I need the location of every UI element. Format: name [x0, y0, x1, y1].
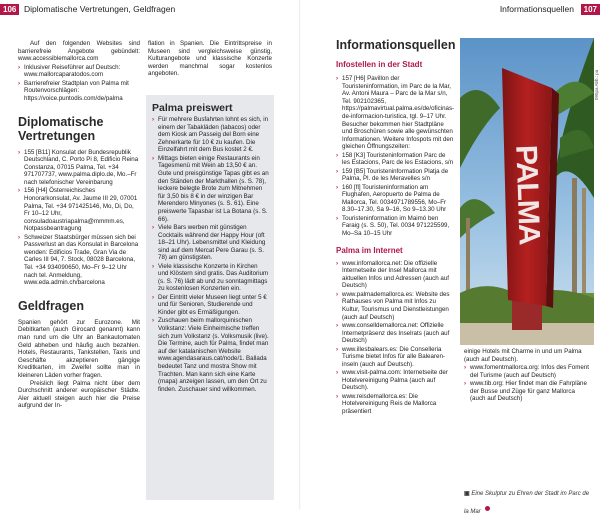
list-item: › www.fomentmallorca.org: Infos des Foment del Turisme (auch auf Deutsch) — [464, 364, 592, 379]
photo-palma-sculpture — [460, 38, 594, 345]
list-item: › Barrierefreier Stadtplan von Palma mit Routenvorschlägen: https://voice.puntodis.com/de/palma — [18, 80, 140, 103]
page-title-info: Informationsquellen — [336, 38, 456, 52]
box-title: Palma preiswert — [152, 102, 233, 114]
accessibility-list — [18, 64, 140, 103]
subheading-infostellen: Infostellen in der Stadt — [336, 60, 423, 69]
section-title-money: Geldfragen — [18, 298, 84, 313]
right-column-1 — [336, 38, 454, 416]
list-item: › www.conselldemallorca.net: Offizielle Internetpräsenz des Inselrats (auch auf Deutsch) — [336, 322, 454, 345]
subheading-internet: Palma im Internet — [336, 245, 403, 255]
list-item: › Der Eintritt vieler Museen liegt unter 5 € und für Senioren, Studierende und Kinder gibt es Ermäßigungen. — [152, 294, 269, 317]
internet-list — [336, 260, 454, 416]
list-item: › Viele klassische Konzerte in Kirchen und Klöstern sind gratis. Das Auditorium (s. S. 76) lädt ab und zu sonntagmittags zu kostenlosen Konzerten ein. — [152, 263, 269, 293]
accessibility-intro: Auf den folgenden Websites sind barrierefreie Angebote gebündelt: www.accessiblemallorca.com — [18, 40, 140, 63]
list-item: › Zuschauen beim mallorquinischen Volkstanz: Viele Einheimische treffen sich zum Volkstanz (s. Volksmusik (live). Die Termine, auch für Palma, findet man auf der katalanischen Website www.agendasaraus.cat/node/1. Ballada bedeutet Tanz und mostra Show mit Trachten. Man kann sich eine Karte (mapa) anzeigen lassen, um den Ort zu finden. Zuschauer sind willkommen. — [152, 317, 269, 393]
list-item: › Viele Bars werben mit günstigen Cocktails während der Happy Hour (oft 18–21 Uhr). Lebensmittel und Kleidung sind auf dem Mercat Pere Garau (s. S. 78) am günstigsten. — [152, 224, 269, 262]
list-item: › 157 [H6] Pavillon der Touristeninformation, im Parc de la Mar, Av. Antoni Maura – Parc de la Mar s/n, Tel. 902102365, https://palmavirtual.palma.es/de/oficinas-de-informacion-turistica, tgl. 9–17 Uhr. Besucher bekommen hier Stadtpläne und Broschüren sowie alle gewünschten Informationen. Weitere Infospots mit den gleichen Öffnungszeiten: — [336, 75, 454, 151]
left-column-2 — [148, 40, 272, 78]
infostellen-list — [336, 75, 454, 238]
list-item: › Touristeninformation im Maimó ben Faraig (s. S. 50), Tel. 0034 971225599, Mo–Sa 10–15 Uhr — [336, 215, 454, 238]
list-item: › 155 [B11] Konsulat der Bundesrepublik Deutschland, C. Porto Pi 8, Edificio Reina Constanza, 07015 Palma, Tel. +34 971707737, www.palma.diplo.de, Mo.–Fr nach telefonischer Vereinbarung — [18, 149, 140, 187]
running-head-right: Informationsquellen — [499, 4, 574, 14]
list-item: › Inklusiver Reiseführer auf Deutsch: www.mallorcaparatodos.com — [18, 64, 140, 79]
hotels-continued: einige Hotels mit Charme in und um Palma (auch auf Deutsch). — [464, 348, 582, 363]
list-item: › Mittags bieten einige Restaurants ein Tagesmenü mit Wein ab 13,50 € an. Gute und preisgünstige Tapas gibt es an den Ständen der Markthallen (s. S. 78), leckere belegte Brote zum Mitnehmen für 3,50 bis 8 € in der winzigen Bar Merendero Minyones (s. S. 61). Eine preiswerte Tapasbar ist La Botana (s. S. 66). — [152, 155, 269, 223]
photo-caption: Eine Skulptur zu Ehren der Stadt im Parc de la Mar — [464, 491, 590, 515]
list-item: › Für mehrere Busfahrten lohnt es sich, in einem der Tabakläden (tabacos) oder dem Kiosk am Passeig del Born eine Zehnerkarte für 10 € zu kaufen. Die Einzelfahrt mit dem Bus kostet 2 €. — [152, 116, 269, 154]
list-item: › www.visit-palma.com: Internetseite der Hotelvereinigung Palma (auch auf Deutsch). — [336, 369, 454, 392]
box-list — [152, 116, 269, 393]
palma-preiswert-box — [146, 95, 274, 500]
section-title-diplomatic: Diplomatische Vertretungen — [18, 114, 104, 143]
money-paragraph-2: Preislich liegt Palma nicht über dem Durchschnitt anderer europäischer Städte. Aler aktuell steigen auch hier die Preise aufgrund der In- — [18, 379, 140, 410]
sculpture-letters: PALMA — [509, 144, 546, 246]
internet-list-continued — [464, 364, 592, 403]
diplomatic-list — [18, 149, 140, 287]
list-item: › www.infomallorca.net: Die offizielle Internetseite der Insel Mallorca mit aktuellen Infos und Adressen (auch auf Deutsch) — [336, 260, 454, 290]
camera-icon: ▣ — [464, 491, 472, 497]
photo-credit: 095pa Abb.: pa — [594, 69, 599, 100]
page-number-left: 106 — [0, 4, 19, 15]
list-item: › 159 [B5] Touristeninformation Platja de Palma, Pl. de les Meravelles s/n — [336, 168, 454, 183]
running-head-left: Diplomatische Vertretungen, Geldfragen — [24, 4, 176, 14]
photo-caption-block — [464, 482, 594, 518]
money-paragraph-3: flation in Spanien. Die Eintrittspreise in Museen sind vergleichsweise günstig, Kulturangebote und klassische Konzerte werden manchmal sogar kostenlos angeboten. — [148, 40, 272, 78]
money-paragraph-1: Spanien gehört zur Eurozone. Mit Debitkarten (auch Girocard genannt) kann man rund um die Uhr an Bankautomaten Geld abheben und häufig auch bezahlen. Hotels, Restaurants, Tankstellen, Taxis und Geschäfte akzeptieren gängige Kreditkarten, im Zweifel sollte man in kleineren Läden vorher fragen. — [18, 318, 140, 379]
right-column-2 — [464, 348, 592, 404]
list-item: › www.reisdemallorca.es: Die Hotelvereinigung Reis de Mallorca präsentiert — [336, 393, 454, 416]
page-gutter — [299, 0, 301, 509]
list-item: › 158 [K3] Touristeninformation Parc de les Estacions, Parc de les Estacions, s/n — [336, 152, 454, 167]
left-column-1 — [18, 40, 140, 410]
list-item: › 156 [H4] Österreichisches Honorarkonsulat, Av. Jaume III 29, 07001 Palma, Tel. +34 971425146, Mo, Di, Do, Fr 10–12 Uhr, consuladoaustriapalma@mmmm.es, Notpassbeantragung — [18, 187, 140, 233]
list-item: › www.illesbalears.es: Die Conselleria Turisme bietet Infos für alle Balearen-inseln (auch auf Deutsch). — [336, 346, 454, 369]
page-number-right: 107 — [581, 4, 600, 15]
list-item: › www.palmademallorca.es: Website des Rathauses von Palma mit Infos zu Kultur, Tourismus und Dienstleistungen (auch auf Deutsch) — [336, 291, 454, 321]
list-item: › www.tib.org: Hier findet man die Fahrpläne der Busse und Züge für ganz Mallorca (auch auf Deutsch) — [464, 380, 592, 403]
list-item: › 160 [fl] Touristeninformation am Flughafen, Aeropuerto de Palma de Mallorca, Tel. 0034971789556, Mo–Fr 8.30–17.30, Sa 9–16, So 9–13.30 Uhr — [336, 184, 454, 214]
list-item: › Schweizer Staatsbürger müssen sich bei Passverlust an das Konsulat in Barcelona wenden: Edificios Trade, Gran Via de Carles III 94, 7. Stock, 08028 Barcelona, Tel. +34 934090650, Mo–Fr 9–12 Uhr nach tel. Anmeldung, www.eda.admin.ch/barcelona — [18, 234, 140, 287]
